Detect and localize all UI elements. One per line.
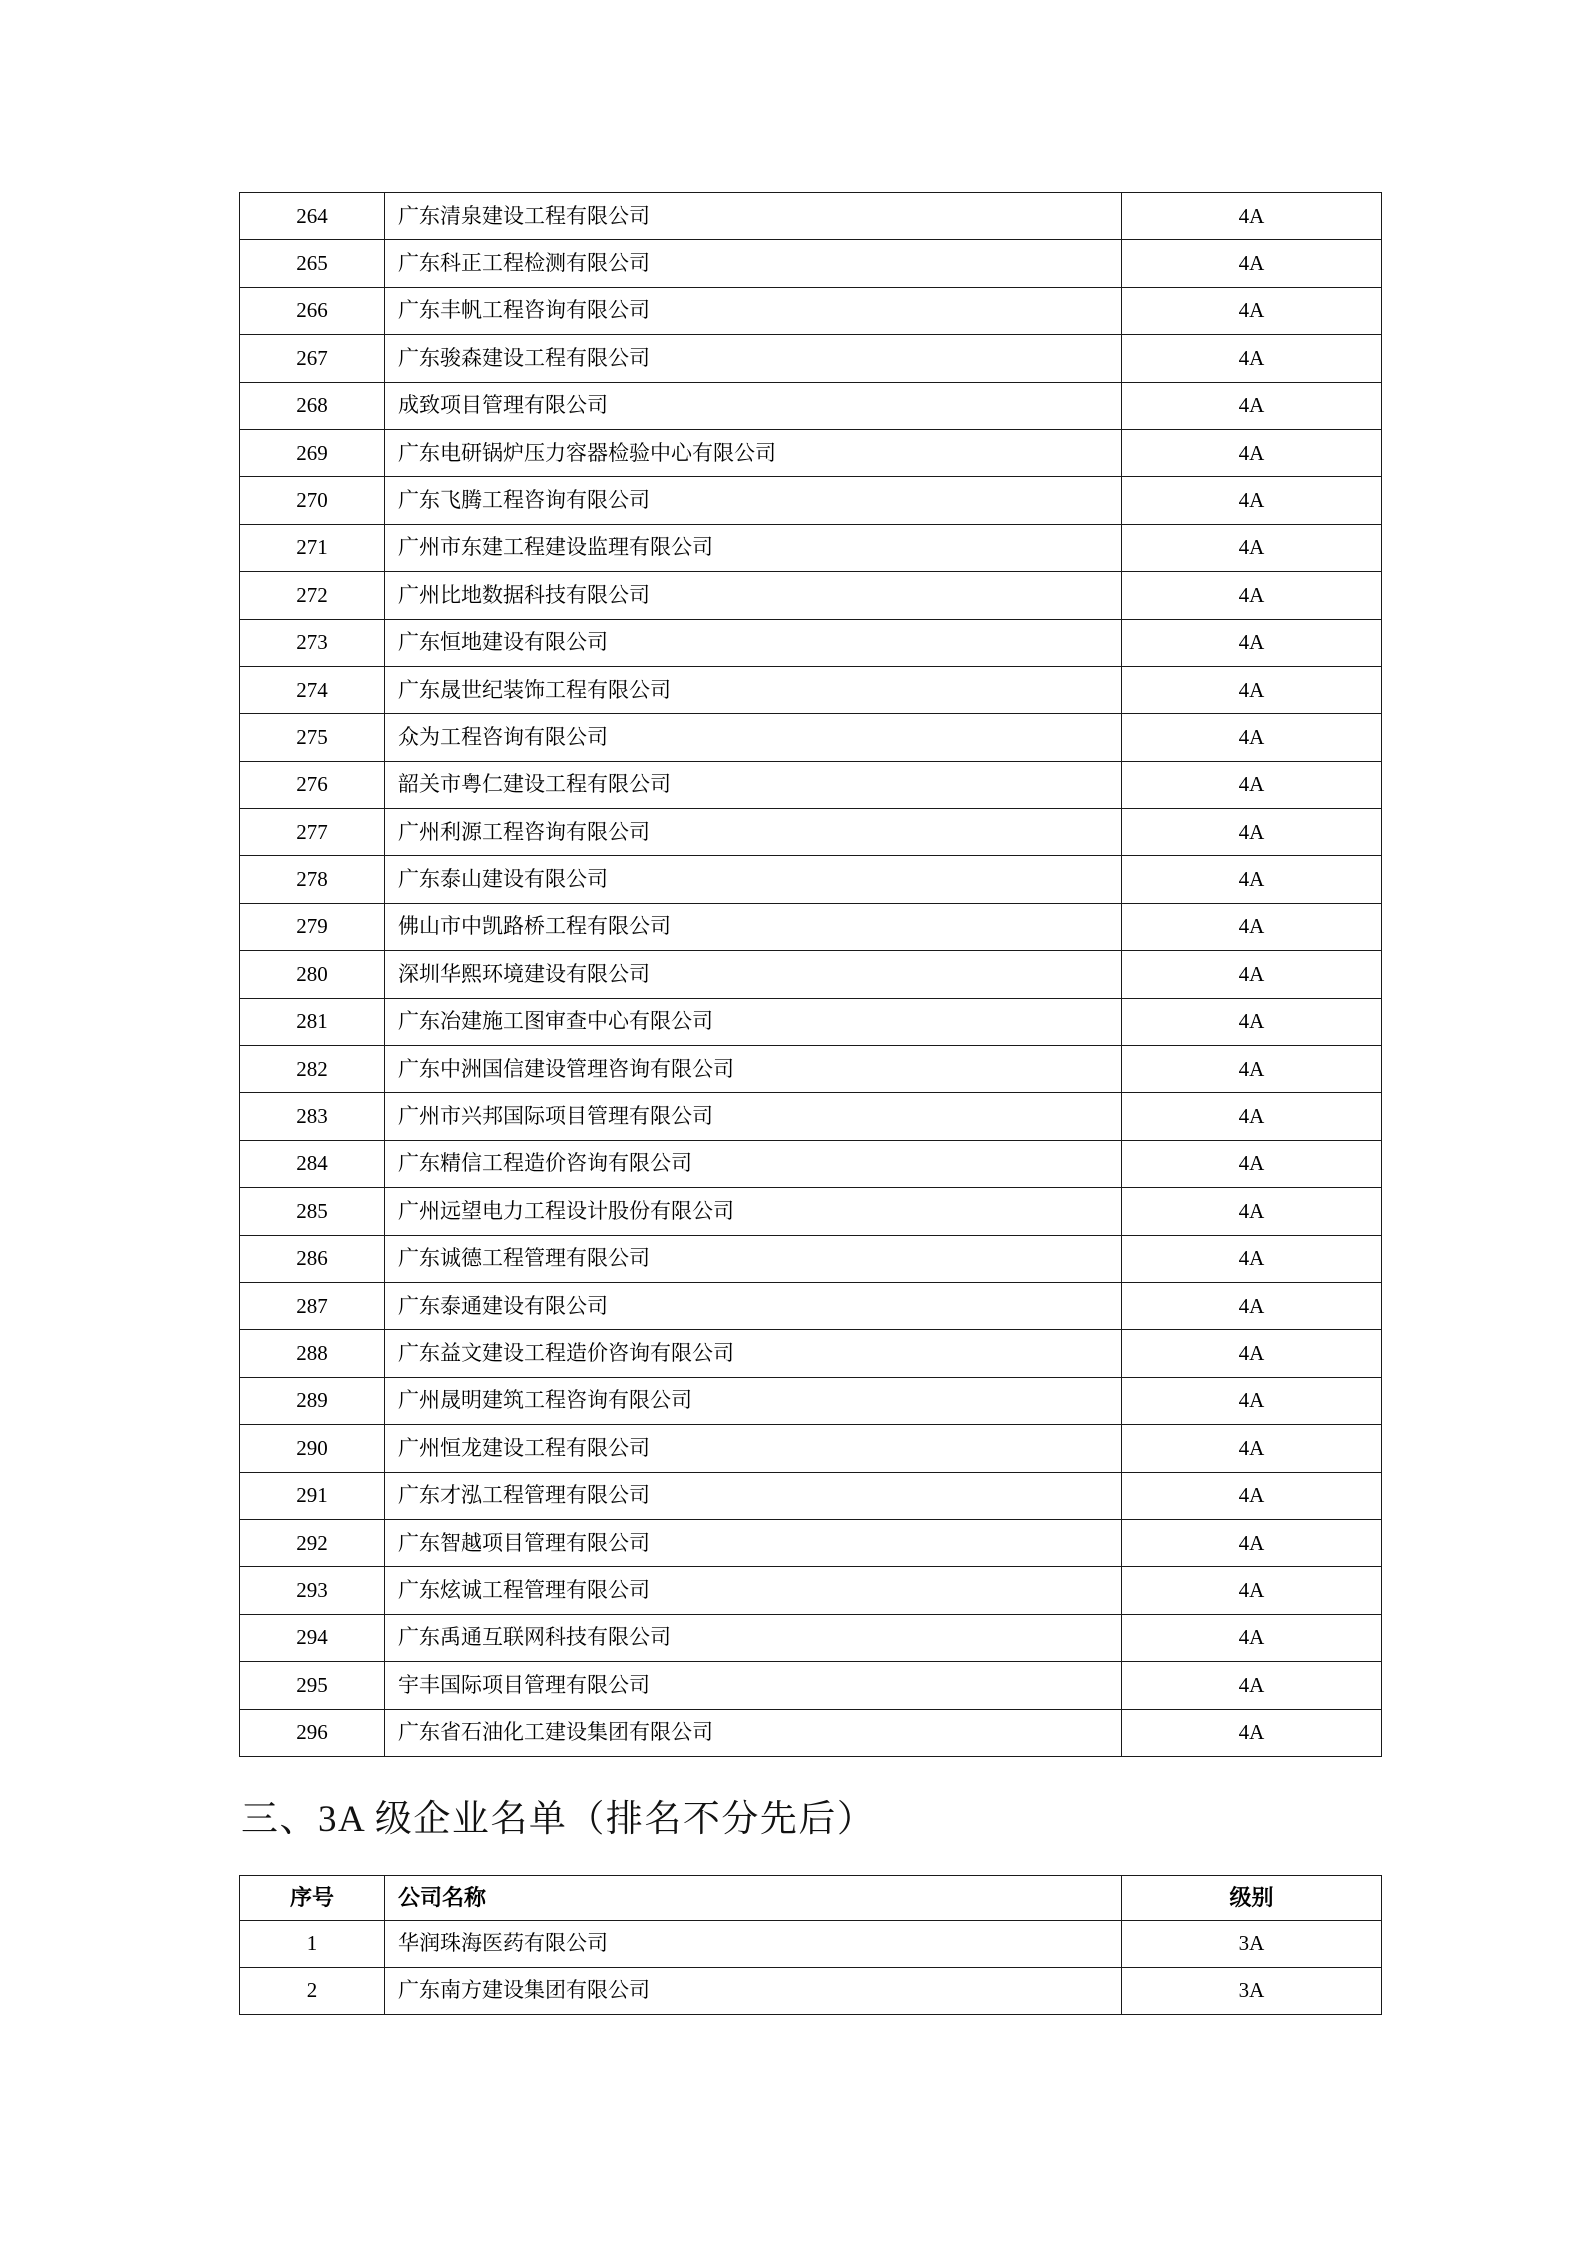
company-name-cell: 广州市东建工程建设监理有限公司 — [385, 524, 1122, 571]
level-cell: 4A — [1122, 714, 1382, 761]
table-row — [240, 1968, 1382, 2015]
col-header-level: 级别 — [1122, 1876, 1382, 1921]
table-row — [240, 1567, 1382, 1614]
table-row — [240, 761, 1382, 808]
level-cell: 4A — [1122, 382, 1382, 429]
row-number-cell: 276 — [240, 761, 385, 808]
table-row — [240, 1235, 1382, 1282]
col-header-serial-number: 序号 — [240, 1876, 385, 1921]
company-name-cell: 广州晟明建筑工程咨询有限公司 — [385, 1377, 1122, 1424]
level-cell: 4A — [1122, 809, 1382, 856]
table-row — [240, 287, 1382, 334]
level-cell: 4A — [1122, 193, 1382, 240]
level-cell: 4A — [1122, 666, 1382, 713]
table-row — [240, 1377, 1382, 1424]
row-number-cell: 278 — [240, 856, 385, 903]
company-name-cell: 广东泰通建设有限公司 — [385, 1282, 1122, 1329]
company-name-cell: 广东飞腾工程咨询有限公司 — [385, 477, 1122, 524]
company-name-cell: 广州恒龙建设工程有限公司 — [385, 1425, 1122, 1472]
company-name-cell: 广东丰帆工程咨询有限公司 — [385, 287, 1122, 334]
table-row — [240, 1188, 1382, 1235]
company-name-cell: 佛山市中凯路桥工程有限公司 — [385, 903, 1122, 950]
level-cell: 4A — [1122, 1330, 1382, 1377]
row-number-cell: 290 — [240, 1425, 385, 1472]
table-row — [240, 429, 1382, 476]
table-row — [240, 666, 1382, 713]
row-number-cell: 274 — [240, 666, 385, 713]
table-row — [240, 619, 1382, 666]
company-name-cell: 众为工程咨询有限公司 — [385, 714, 1122, 761]
table-row — [240, 1425, 1382, 1472]
company-name-cell: 广东益文建设工程造价咨询有限公司 — [385, 1330, 1122, 1377]
row-number-cell: 273 — [240, 619, 385, 666]
table-row — [240, 1140, 1382, 1187]
row-number-cell: 284 — [240, 1140, 385, 1187]
company-name-cell: 广东科正工程检测有限公司 — [385, 240, 1122, 287]
level-cell: 4A — [1122, 287, 1382, 334]
row-number-cell: 285 — [240, 1188, 385, 1235]
row-number-cell: 282 — [240, 1046, 385, 1093]
table-row — [240, 1472, 1382, 1519]
table-row — [240, 382, 1382, 429]
row-number-cell: 280 — [240, 951, 385, 998]
row-number-cell: 275 — [240, 714, 385, 761]
level-cell: 4A — [1122, 1046, 1382, 1093]
company-name-cell: 广东炫诚工程管理有限公司 — [385, 1567, 1122, 1614]
level-cell: 4A — [1122, 524, 1382, 571]
company-name-cell: 广东禹通互联网科技有限公司 — [385, 1614, 1122, 1661]
company-name-cell: 韶关市粤仁建设工程有限公司 — [385, 761, 1122, 808]
row-number-cell: 271 — [240, 524, 385, 571]
row-number-cell: 277 — [240, 809, 385, 856]
table-row — [240, 1614, 1382, 1661]
company-name-cell: 广东冶建施工图审查中心有限公司 — [385, 998, 1122, 1045]
company-name-cell: 广东省石油化工建设集团有限公司 — [385, 1709, 1122, 1756]
level-cell: 4A — [1122, 1567, 1382, 1614]
level-cell: 4A — [1122, 1614, 1382, 1661]
company-name-cell: 广东泰山建设有限公司 — [385, 856, 1122, 903]
table-row — [240, 524, 1382, 571]
company-name-cell: 广州远望电力工程设计股份有限公司 — [385, 1188, 1122, 1235]
3a-companies-table — [239, 1875, 1382, 2015]
level-cell: 4A — [1122, 856, 1382, 903]
table-row — [240, 714, 1382, 761]
company-name-cell: 华润珠海医药有限公司 — [385, 1921, 1122, 1968]
company-name-cell: 广东恒地建设有限公司 — [385, 619, 1122, 666]
row-number-cell: 295 — [240, 1662, 385, 1709]
company-name-cell: 广州市兴邦国际项目管理有限公司 — [385, 1093, 1122, 1140]
level-cell: 4A — [1122, 1140, 1382, 1187]
row-number-cell: 293 — [240, 1567, 385, 1614]
table-row — [240, 1046, 1382, 1093]
level-cell: 3A — [1122, 1921, 1382, 1968]
table-row — [240, 572, 1382, 619]
row-number-cell: 268 — [240, 382, 385, 429]
level-cell: 4A — [1122, 1472, 1382, 1519]
level-cell: 4A — [1122, 1709, 1382, 1756]
level-cell: 4A — [1122, 572, 1382, 619]
company-name-cell: 广东精信工程造价咨询有限公司 — [385, 1140, 1122, 1187]
row-number-cell: 294 — [240, 1614, 385, 1661]
table-header-row — [240, 1876, 1382, 1921]
row-number-cell: 267 — [240, 335, 385, 382]
level-cell: 4A — [1122, 951, 1382, 998]
row-number-cell: 283 — [240, 1093, 385, 1140]
company-name-cell: 广东才泓工程管理有限公司 — [385, 1472, 1122, 1519]
company-name-cell: 广东清泉建设工程有限公司 — [385, 193, 1122, 240]
level-cell: 4A — [1122, 477, 1382, 524]
row-number-cell: 281 — [240, 998, 385, 1045]
company-name-cell: 宇丰国际项目管理有限公司 — [385, 1662, 1122, 1709]
company-name-cell: 广东骏森建设工程有限公司 — [385, 335, 1122, 382]
level-cell: 4A — [1122, 903, 1382, 950]
level-cell: 4A — [1122, 1188, 1382, 1235]
table-row — [240, 809, 1382, 856]
level-cell: 4A — [1122, 1377, 1382, 1424]
level-cell: 4A — [1122, 1282, 1382, 1329]
company-name-cell: 成致项目管理有限公司 — [385, 382, 1122, 429]
company-name-cell: 广东晟世纪装饰工程有限公司 — [385, 666, 1122, 713]
row-number-cell: 272 — [240, 572, 385, 619]
table-row — [240, 1282, 1382, 1329]
row-number-cell: 269 — [240, 429, 385, 476]
row-number-cell: 292 — [240, 1519, 385, 1566]
table-row — [240, 1519, 1382, 1566]
row-number-cell: 266 — [240, 287, 385, 334]
row-number-cell: 264 — [240, 193, 385, 240]
level-cell: 4A — [1122, 998, 1382, 1045]
row-number-cell: 279 — [240, 903, 385, 950]
company-name-cell: 广东中洲国信建设管理咨询有限公司 — [385, 1046, 1122, 1093]
col-header-company-name: 公司名称 — [385, 1876, 1122, 1921]
level-cell: 4A — [1122, 1519, 1382, 1566]
table-row — [240, 903, 1382, 950]
row-number-cell: 296 — [240, 1709, 385, 1756]
level-cell: 4A — [1122, 335, 1382, 382]
level-cell: 4A — [1122, 619, 1382, 666]
level-cell: 4A — [1122, 1425, 1382, 1472]
row-number-cell: 288 — [240, 1330, 385, 1377]
table-row — [240, 1330, 1382, 1377]
row-number-cell: 286 — [240, 1235, 385, 1282]
table-row — [240, 335, 1382, 382]
level-cell: 4A — [1122, 1093, 1382, 1140]
table-row — [240, 1921, 1382, 1968]
row-number-cell: 287 — [240, 1282, 385, 1329]
row-number-cell: 1 — [240, 1921, 385, 1968]
table-row — [240, 477, 1382, 524]
row-number-cell: 291 — [240, 1472, 385, 1519]
table-row — [240, 193, 1382, 240]
row-number-cell: 289 — [240, 1377, 385, 1424]
company-name-cell: 广东南方建设集团有限公司 — [385, 1968, 1122, 2015]
company-name-cell: 广东诚德工程管理有限公司 — [385, 1235, 1122, 1282]
4a-companies-table — [239, 192, 1382, 1757]
level-cell: 4A — [1122, 1235, 1382, 1282]
level-cell: 4A — [1122, 429, 1382, 476]
level-cell: 4A — [1122, 240, 1382, 287]
table-row — [240, 1662, 1382, 1709]
company-name-cell: 广东智越项目管理有限公司 — [385, 1519, 1122, 1566]
section-heading-3a: 三、3A 级企业名单（排名不分先后） — [241, 1799, 876, 1840]
company-name-cell: 广东电研锅炉压力容器检验中心有限公司 — [385, 429, 1122, 476]
company-name-cell: 广州利源工程咨询有限公司 — [385, 809, 1122, 856]
level-cell: 4A — [1122, 1662, 1382, 1709]
level-cell: 3A — [1122, 1968, 1382, 2015]
row-number-cell: 270 — [240, 477, 385, 524]
table-row — [240, 1093, 1382, 1140]
level-cell: 4A — [1122, 761, 1382, 808]
table-row — [240, 856, 1382, 903]
table-row — [240, 240, 1382, 287]
table-row — [240, 1709, 1382, 1756]
company-name-cell: 深圳华熙环境建设有限公司 — [385, 951, 1122, 998]
row-number-cell: 2 — [240, 1968, 385, 2015]
company-name-cell: 广州比地数据科技有限公司 — [385, 572, 1122, 619]
row-number-cell: 265 — [240, 240, 385, 287]
table-row — [240, 951, 1382, 998]
table-row — [240, 998, 1382, 1045]
